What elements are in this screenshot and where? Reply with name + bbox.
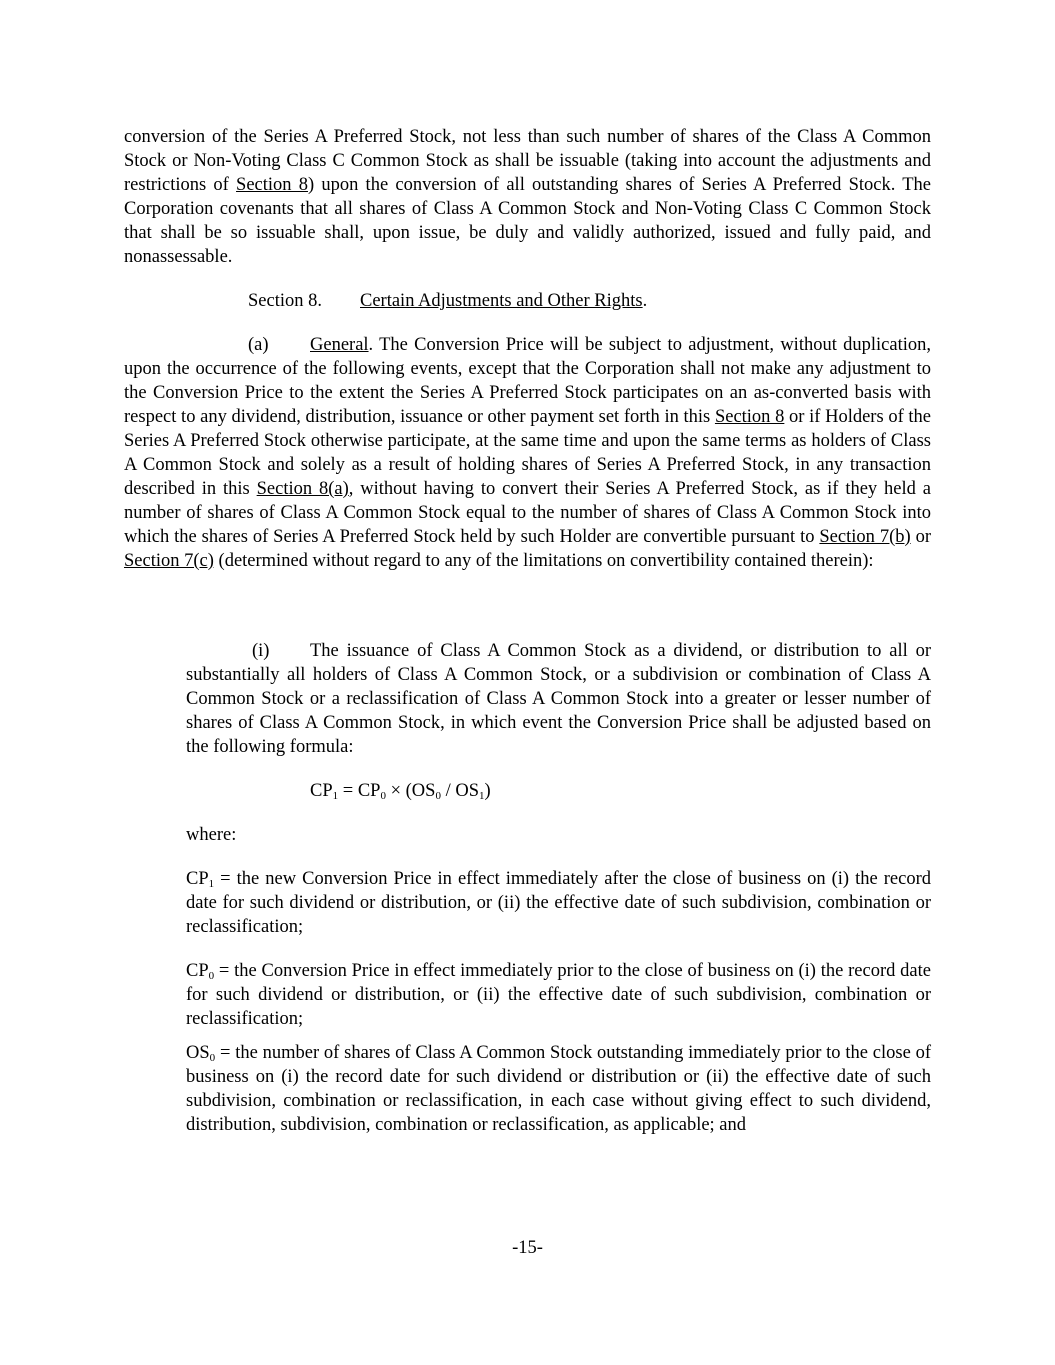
conversion-formula: $CP_1 = CP_0 \times (OS_0 / OS_1)$ bbox=[310, 781, 491, 802]
section-7b-reference: Section 7(b) bbox=[819, 527, 911, 547]
subsection-a-label: (a) bbox=[248, 335, 269, 355]
section-8-reference: Section 8 bbox=[236, 175, 308, 195]
definition-cp0: $CP_0$ = the Conversion Price in effect immediately prior to the close of business on (i) the record date for such dividend or distribution, or (ii) the effective date of such subdivision, combination or reclassification; bbox=[186, 961, 931, 1029]
section-8a-reference: Section 8(a) bbox=[256, 479, 349, 499]
symbol-os0: OS bbox=[186, 1043, 210, 1063]
section-8-reference: Section 8 bbox=[714, 407, 785, 427]
definition-cp1: $CP_1$ = the new Conversion Price in effect immediately after the close of business on (i) the record date for such dividend or distribution, or (ii) the effective date of such subdivision, combination or reclassification; bbox=[186, 869, 931, 937]
item-i-label: (i) bbox=[252, 641, 270, 661]
section-title: Certain Adjustments and Other Rights bbox=[360, 291, 643, 311]
section-number: Section 8. bbox=[248, 291, 322, 311]
where-label: where: bbox=[186, 825, 237, 845]
symbol-cp0: CP bbox=[186, 961, 209, 981]
intro-paragraph: conversion of the Series A Preferred Stock, not less than such number of shares of the Class A Common Stock or Non-Voting Class C Common Stock as shall be issuable (taking into account the adjustments and restrictions of Section 8) upon the conversion of all outstanding shares of Series A Preferred Stock. The Corporation covenants that all shares of Class A Common Stock and Non-Voting Class C Common Stock that shall be so issuable shall, upon issue, be duly and validly authorized, issued and fully paid, and nonassessable. bbox=[124, 127, 931, 267]
page-number: -15- bbox=[512, 1238, 543, 1258]
section-8-heading: Section 8. Certain Adjustments and Other Rights. bbox=[248, 291, 648, 311]
item-i-paragraph: (i) The issuance of Class A Common Stock as a dividend, or distribution to all or substantially all holders of Class A Common Stock, or a subdivision or combination of Class A Common Stock or a reclassification of Class A Common Stock into a greater or lesser number of shares of Class A Common Stock, in which event the Conversion Price shall be adjusted based on the following formula: bbox=[186, 641, 931, 757]
section-7c-reference: Section 7(c) bbox=[124, 551, 214, 571]
subsection-a-paragraph: (a) General. The Conversion Price will be subject to adjustment, without duplication, upon the occurrence of the following events, except that the Corporation shall not make any adjustment to the Conversion Price to the extent the Series A Preferred Stock participates on an as-converted basis with respect to any dividend, distribution, issuance or other payment set forth in this Section 8 or if Holders of the Series A Preferred Stock otherwise participate, at the same time and upon the same terms as holders of Class A Common Stock and solely as a result of holding shares of Series A Preferred Stock, in any transaction described in this Section 8(a), without having to convert their Series A Preferred Stock, as if they held a number of shares of Class A Common Stock equal to the number of shares of Class A Common Stock into which the shares of Series A Preferred Stock held by such Holder are convertible pursuant to Section 7(b) or Section 7(c) (determined without regard to any of the limitations on convertibility contained therein): bbox=[124, 335, 932, 571]
definition-os0: $OS_0$ = the number of shares of Class A Common Stock outstanding immediately prior to the close of business on (i) the record date for such dividend or distribution or (ii) the effective date of such subdivision, combination or reclassification, in each case without giving effect to such dividend, distribution, subdivision, combination or reclassification, as applicable; and bbox=[186, 1043, 931, 1135]
subsection-a-heading: General bbox=[310, 335, 369, 355]
symbol-cp1: CP bbox=[186, 869, 209, 889]
